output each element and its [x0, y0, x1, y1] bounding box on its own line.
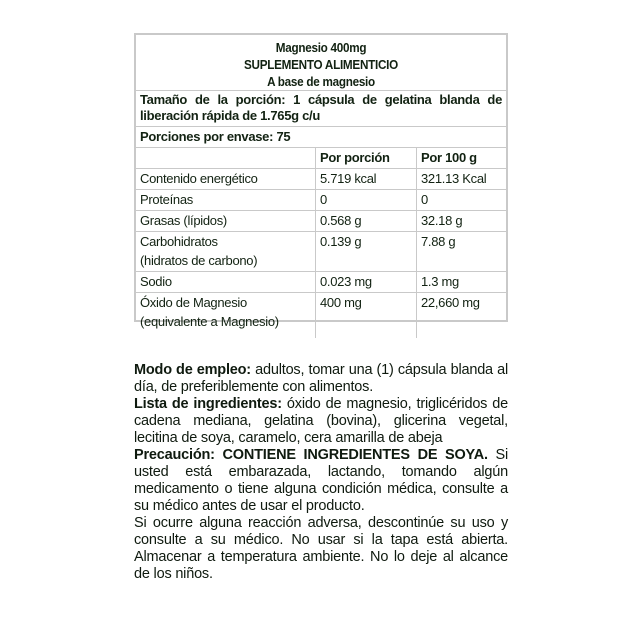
per-serving-value: 0 — [316, 190, 417, 210]
product-name: Magnesio 400mg — [275, 40, 367, 55]
servings-per-container-row — [136, 127, 506, 148]
per-serving-value: 400 mg — [316, 293, 417, 338]
servings-per-container: Porciones por envase: 75 — [140, 129, 291, 144]
table-row — [136, 232, 506, 272]
nutrition-facts-table — [134, 33, 508, 329]
per-serving-value: 0.568 g — [316, 211, 417, 231]
per-100g-value: 321.13 Kcal — [421, 171, 487, 186]
ingredients-paragraph — [134, 396, 508, 447]
usage-text: adultos, tomar una (1) cápsula blanda al día, de preferiblemente con alimentos. — [134, 362, 508, 395]
table-row — [136, 211, 506, 232]
nutrient-name: Contenido energético — [140, 171, 258, 186]
nutrient-name: Óxido de Magnesio — [140, 295, 247, 310]
per-100g-value: 0 — [421, 192, 428, 207]
nutrient-name: Proteínas — [140, 192, 193, 207]
instructions-block — [134, 362, 508, 583]
caution-paragraph — [134, 447, 508, 515]
ingredients-text: óxido de magnesio, triglicéridos de cadena mediana, gelatina (bovina), glicerina vegetal, lecitina de soya, caramelo, cera amarilla de abeja — [134, 396, 508, 446]
product-category: SUPLEMENTO ALIMENTICIO — [244, 57, 398, 72]
column-header-nutrient — [136, 148, 316, 168]
per-serving-value: 0.139 g — [316, 232, 417, 271]
per-100g-value: 32.18 g — [421, 213, 463, 228]
caution-text: Si usted está embarazada, lactando, tomando algún medicamento o tiene alguna condición médica, consulte a su médico antes de usar el producto. — [134, 447, 508, 514]
usage-paragraph — [134, 362, 508, 396]
table-row — [136, 169, 506, 190]
serving-size: Tamaño de la porción: 1 cápsula de gelatina blanda de liberación rápida de 1.765g c/u — [140, 92, 502, 123]
per-100g-value: 22,660 mg — [421, 295, 480, 310]
product-base: A base de magnesio — [267, 74, 375, 89]
per-100g-value: 7.88 g — [421, 234, 456, 249]
label-header — [136, 35, 506, 91]
column-header-per-serving: Por porción — [316, 148, 417, 168]
column-header-per-100g: Por 100 g — [421, 150, 477, 165]
nutrient-name: Carbohidratos — [140, 234, 218, 249]
table-row — [136, 293, 506, 338]
per-100g-value: 1.3 mg — [421, 274, 459, 289]
ingredients-label: Lista de ingredientes: — [134, 396, 282, 412]
warning-paragraph: Si ocurre alguna reacción adversa, descontinúe su uso y consulte a su médico. No usar si la tapa está abierta. Almacenar a temperatura ambiente. No lo deje al alcance de los niños. — [134, 515, 508, 582]
nutrient-subname: (equivalente a Magnesio) — [140, 314, 279, 329]
table-row — [136, 190, 506, 211]
nutrient-name: Grasas (lípidos) — [140, 213, 227, 228]
table-row — [136, 272, 506, 293]
usage-label: Modo de empleo: — [134, 362, 251, 378]
serving-size-row — [136, 91, 506, 127]
caution-label: Precaución: CONTIENE INGREDIENTES DE SOYA. — [134, 447, 488, 463]
column-header-row — [136, 148, 506, 169]
per-serving-value: 0.023 mg — [316, 272, 417, 292]
per-serving-value: 5.719 kcal — [316, 169, 417, 189]
nutrient-subname: (hidratos de carbono) — [140, 253, 258, 268]
nutrient-name: Sodio — [140, 274, 172, 289]
